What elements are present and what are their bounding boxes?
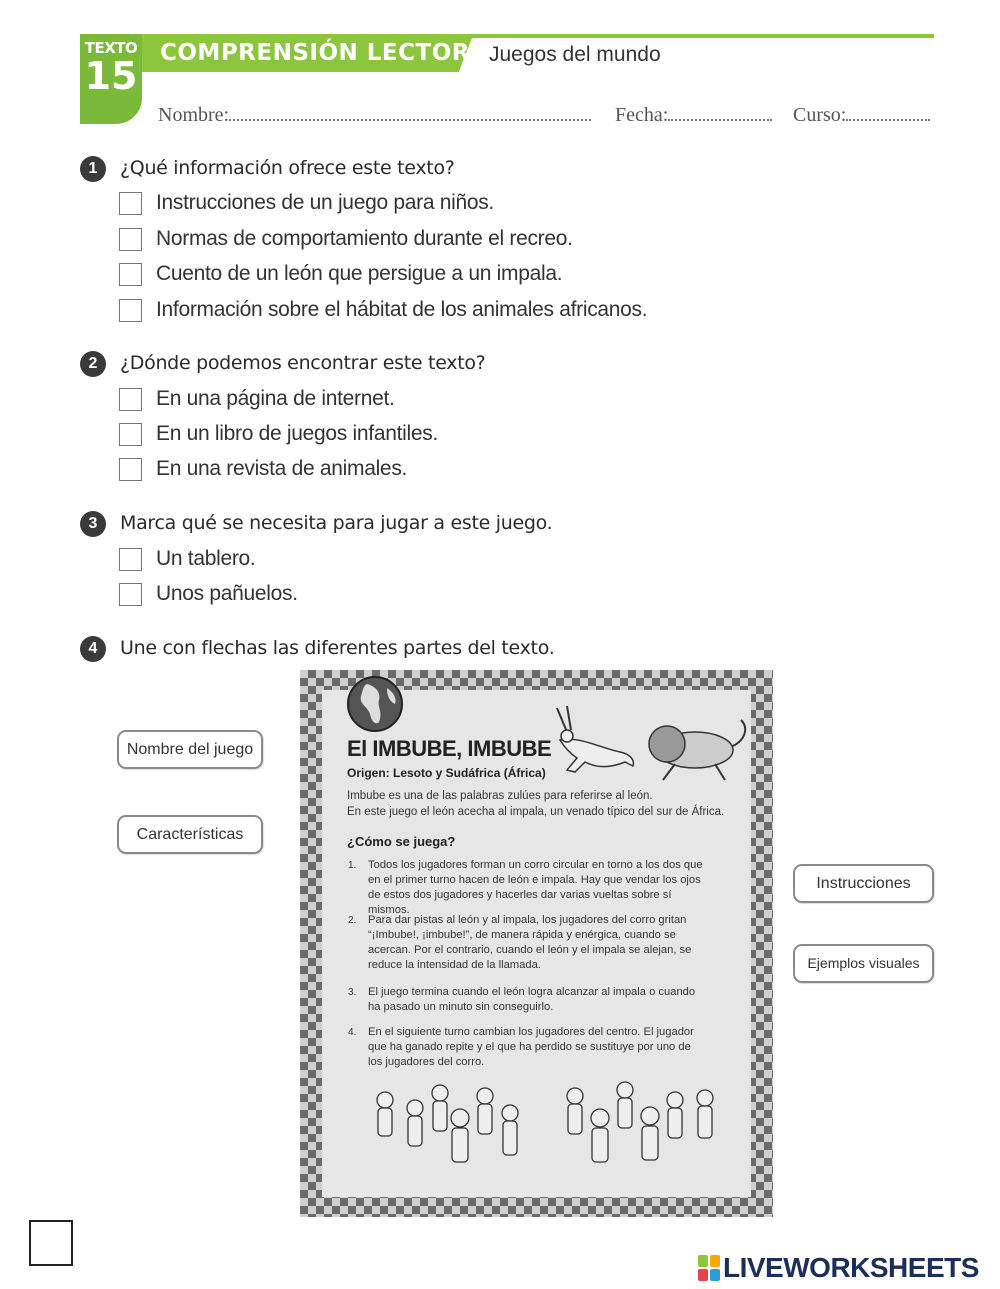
question-number: 1: [80, 156, 106, 182]
option-label: Unos pañuelos.: [156, 582, 298, 605]
q1-option[interactable]: [119, 261, 562, 287]
q1-option[interactable]: [119, 226, 573, 252]
match-label-game-name[interactable]: Nombre del juego: [117, 730, 263, 769]
step-number: 3.: [348, 987, 357, 998]
date-field[interactable]: [615, 103, 772, 127]
option-label: En una página de internet.: [156, 387, 395, 410]
reading-step: [348, 858, 708, 918]
q1-option[interactable]: [119, 297, 647, 323]
step-number: 4.: [348, 1027, 357, 1038]
reading-how-title: ¿Cómo se juega?: [347, 834, 456, 849]
q2-option[interactable]: [119, 421, 438, 447]
reading-title: El IMBUBE, IMBUBE: [347, 736, 552, 761]
match-label-visual-examples[interactable]: Ejemplos visuales: [793, 944, 934, 983]
option-label: Información sobre el hábitat de los animales africanos.: [156, 298, 648, 321]
q2-option[interactable]: [119, 386, 395, 412]
option-label: En una revista de animales.: [156, 457, 408, 480]
reading-origin: Origen: Lesoto y Sudáfrica (África): [347, 766, 546, 780]
globe-icon: [345, 674, 405, 734]
impala-lion-illustration: [545, 700, 755, 785]
worksheet-subtitle: Juegos del mundo: [489, 43, 661, 66]
liveworksheets-logo-icon: [698, 1255, 720, 1281]
answer-box[interactable]: [29, 1220, 73, 1266]
option-label: Normas de comportamiento durante el recreo.: [156, 227, 573, 250]
name-field[interactable]: [158, 103, 591, 127]
match-label-characteristics[interactable]: Características: [117, 815, 263, 854]
step-text: En el siguiente turno cambian los jugadores del centro. El jugador que ha ganado repite y el que ha perdido se sustituye por uno de los jugadores del corro.: [368, 1026, 694, 1068]
q2-option[interactable]: [119, 456, 407, 482]
step-text: El juego termina cuando el león logra alcanzar al impala o cuando ha pasado un minuto sin conseguirlo.: [368, 986, 696, 1013]
checkbox[interactable]: [119, 548, 142, 571]
text-number-badge: [80, 34, 142, 124]
q3-option[interactable]: [119, 581, 298, 607]
date-label: Fecha:: [615, 104, 669, 126]
checkbox[interactable]: [119, 228, 142, 251]
reading-intro-2: En este juego el león acecha al impala, un venado típico del sur de África.: [347, 806, 725, 818]
step-number: 1.: [348, 860, 357, 871]
course-field[interactable]: [793, 103, 930, 127]
course-blank[interactable]: [846, 103, 930, 121]
texto-number: 15: [84, 54, 138, 98]
option-label: Un tablero.: [156, 547, 256, 570]
section-title: COMPRENSIÓN LECTORA: [160, 40, 489, 66]
reading-step: [348, 985, 708, 1015]
checkbox[interactable]: [119, 388, 142, 411]
checkbox[interactable]: [119, 458, 142, 481]
reading-step: [348, 1025, 708, 1070]
name-label: Nombre:: [158, 104, 230, 126]
liveworksheets-brand: [698, 1253, 979, 1283]
name-blank[interactable]: [229, 103, 591, 121]
checkbox[interactable]: [119, 263, 142, 286]
question-number: 3: [80, 511, 106, 537]
date-blank[interactable]: [668, 103, 772, 121]
question-4-text: Une con flechas las diferentes partes del texto.: [120, 637, 555, 659]
option-label: En un libro de juegos infantiles.: [156, 422, 438, 445]
step-number: 2.: [348, 915, 357, 926]
course-label: Curso:: [793, 104, 847, 126]
checkbox[interactable]: [119, 192, 142, 215]
reading-intro-1: Imbube es una de las palabras zulúes para referirse al león.: [347, 790, 653, 802]
q3-option[interactable]: [119, 546, 255, 572]
brand-name: LIVEWORKSHEETS: [723, 1252, 979, 1283]
checkbox[interactable]: [119, 423, 142, 446]
children-playing-illustration: [360, 1078, 730, 1183]
question-2-text: ¿Dónde podemos encontrar este texto?: [120, 352, 486, 374]
question-3-text: Marca qué se necesita para jugar a este juego.: [120, 512, 553, 534]
step-text: Todos los jugadores forman un corro circular en torno a los dos que en el primer turno hacen de león e impala. Hay que vendar los ojos de estos dos jugadores y hacerles dar varias vueltas sobre sí mismos.: [368, 859, 703, 916]
texto-label: TEXTO: [84, 39, 138, 57]
checkbox[interactable]: [119, 299, 142, 322]
option-label: Instrucciones de un juego para niños.: [156, 191, 494, 214]
question-number: 4: [80, 636, 106, 662]
q1-option[interactable]: [119, 190, 494, 216]
question-1-text: ¿Qué información ofrece este texto?: [120, 157, 455, 179]
reading-step: [348, 913, 708, 973]
match-label-instructions[interactable]: Instrucciones: [793, 864, 934, 903]
option-label: Cuento de un león que persigue a un impala.: [156, 262, 563, 285]
checkbox[interactable]: [119, 583, 142, 606]
question-number: 2: [80, 351, 106, 377]
step-text: Para dar pistas al león y al impala, los jugadores del corro gritan “¡Imbube!, ¡imbube!”, de manera rápida y enérgica, cuando se acercan. Por el contrario, cuando el león y el impala se alejan, se reduce la intensidad de la llamada.: [368, 914, 692, 971]
